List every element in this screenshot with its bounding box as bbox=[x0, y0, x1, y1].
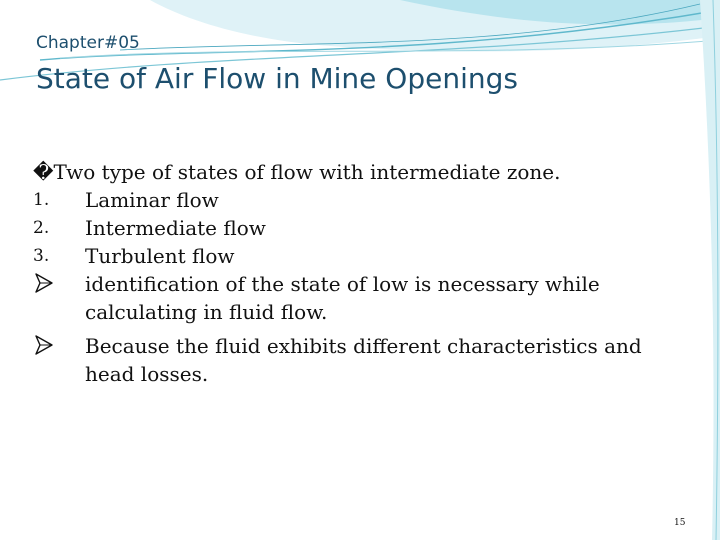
list-item bbox=[33, 270, 673, 326]
intro-line bbox=[33, 158, 673, 186]
list-item-text: Turbulent flow bbox=[85, 244, 235, 268]
list-number: 1. bbox=[33, 190, 50, 210]
list-number: 2. bbox=[33, 218, 50, 238]
intro-text: Two type of states of flow with intermediate zone. bbox=[53, 160, 561, 184]
list-item bbox=[33, 214, 673, 242]
arrow-bullet-icon bbox=[35, 272, 53, 294]
list-item bbox=[33, 242, 673, 270]
missing-glyph: � bbox=[33, 160, 54, 184]
slide-title: State of Air Flow in Mine Openings bbox=[36, 62, 518, 95]
list-item-text: Intermediate flow bbox=[85, 216, 266, 240]
list-number: 3. bbox=[33, 246, 50, 266]
arrow-bullet-icon bbox=[35, 334, 53, 356]
list-item-text: Because the fluid exhibits different characteristics and head losses. bbox=[85, 334, 642, 386]
list-item bbox=[33, 332, 673, 388]
chapter-label: Chapter#05 bbox=[36, 33, 140, 53]
list-item-text: Laminar flow bbox=[85, 188, 219, 212]
slide-body bbox=[33, 158, 673, 388]
page-number: 15 bbox=[674, 518, 686, 528]
list-item-text: identification of the state of low is necessary while calculating in fluid flow. bbox=[85, 272, 600, 324]
list-item bbox=[33, 186, 673, 214]
